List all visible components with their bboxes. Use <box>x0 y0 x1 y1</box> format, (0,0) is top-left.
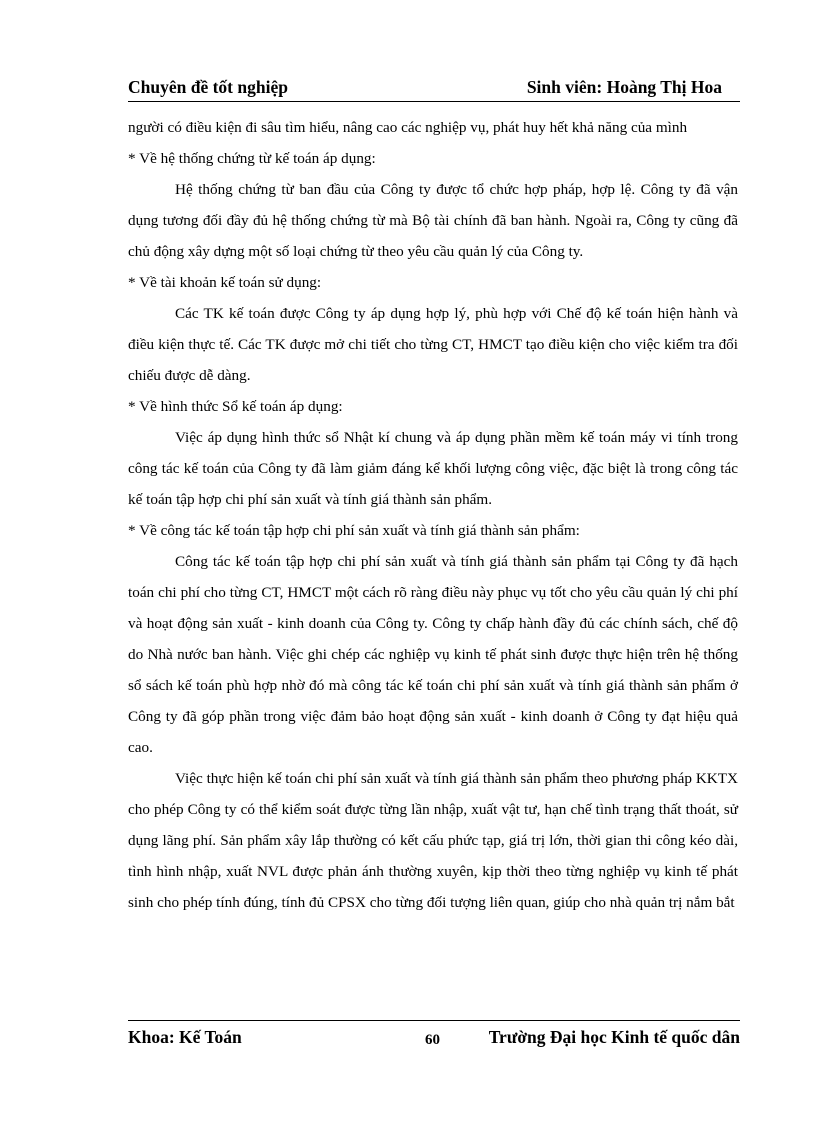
footer-university: Trường Đại học Kinh tế quốc dân <box>488 1027 740 1047</box>
paragraph: Hệ thống chứng từ ban đầu của Công ty được tổ chức hợp pháp, hợp lệ. Công ty đã vận dụng tương đối đầy đủ hệ thống chứng từ mà Bộ tài chính đã ban hành. Ngoài ra, Công ty cũng đã chủ động xây dựng một số loại chứng từ theo yêu cầu quản lý của Công ty. <box>128 181 738 260</box>
page-number: 60 <box>425 1032 440 1048</box>
section-heading: * Về hệ thống chứng từ kế toán áp dụng: <box>128 150 376 167</box>
paragraph: Công tác kế toán tập hợp chi phí sản xuất và tính giá thành sản phẩm tại Công ty đã hạch toán chi phí cho từng CT, HMCT một cách rõ ràng điều này phục vụ tốt cho yêu cầu quản lý chi phí và hoạt động sản xuất - kinh doanh của Công ty. Công ty chấp hành đầy đủ các chính sách, chế độ do Nhà nước ban hành. Việc ghi chép các nghiệp vụ kinh tế phát sinh được thực hiện trên hệ thống sổ sách kế toán phù hợp nhờ đó mà công tác kế toán chi phí sản xuất và tính giá thành sản phẩm ở Công ty đã góp phần trong việc đảm bảo hoạt động sản xuất - kinh doanh ở Công ty đạt hiệu quả cao. <box>128 553 738 756</box>
section-heading: * Về tài khoản kế toán sử dụng: <box>128 274 322 291</box>
header-author: Sinh viên: Hoàng Thị Hoa <box>526 77 722 97</box>
section-heading: * Về hình thức Sổ kế toán áp dụng: <box>128 398 343 415</box>
paragraph: Việc thực hiện kế toán chi phí sản xuất và tính giá thành sản phẩm theo phương pháp KKTX cho phép Công ty có thể kiểm soát được từng lần nhập, xuất vật tư, hạn chế tình trạng thất thoát, sử dụng lãng phí. Sản phẩm xây lắp thường có kết cấu phức tạp, giá trị lớn, thời gian thi công kéo dài, tình hình nhập, xuất NVL được phản ánh thường xuyên, kịp thời theo từng nghiệp vụ kinh tế phát sinh cho phép tính đúng, tính đủ CPSX cho từng đối tượng liên quan, giúp cho nhà quản trị nắm bắt <box>128 770 738 911</box>
paragraph: Việc áp dụng hình thức sổ Nhật kí chung và áp dụng phần mềm kế toán máy vi tính trong công tác kế toán của Công ty đã làm giảm đáng kể khối lượng công việc, đặc biệt là trong công tác kế toán tập hợp chi phí sản xuất và tính giá thành sản phẩm. <box>128 429 738 508</box>
footer-faculty: Khoa: Kế Toán <box>128 1027 242 1047</box>
paragraph-continuation: người có điều kiện đi sâu tìm hiểu, nâng cao các nghiệp vụ, phát huy hết khả năng của mình <box>128 119 688 136</box>
page-footer <box>128 1020 740 1053</box>
paragraph: Các TK kế toán được Công ty áp dụng hợp lý, phù hợp với Chế độ kế toán hiện hành và điều kiện thực tế. Các TK được mở chi tiết cho từng CT, HMCT tạo điều kiện cho việc kiểm tra đối chiếu được dễ dàng. <box>128 305 738 384</box>
section-heading: * Về công tác kế toán tập hợp chi phí sản xuất và tính giá thành sản phẩm: <box>128 522 580 539</box>
page-header <box>128 75 740 102</box>
page-body <box>128 112 738 918</box>
header-title: Chuyên đề tốt nghiệp <box>128 77 288 97</box>
